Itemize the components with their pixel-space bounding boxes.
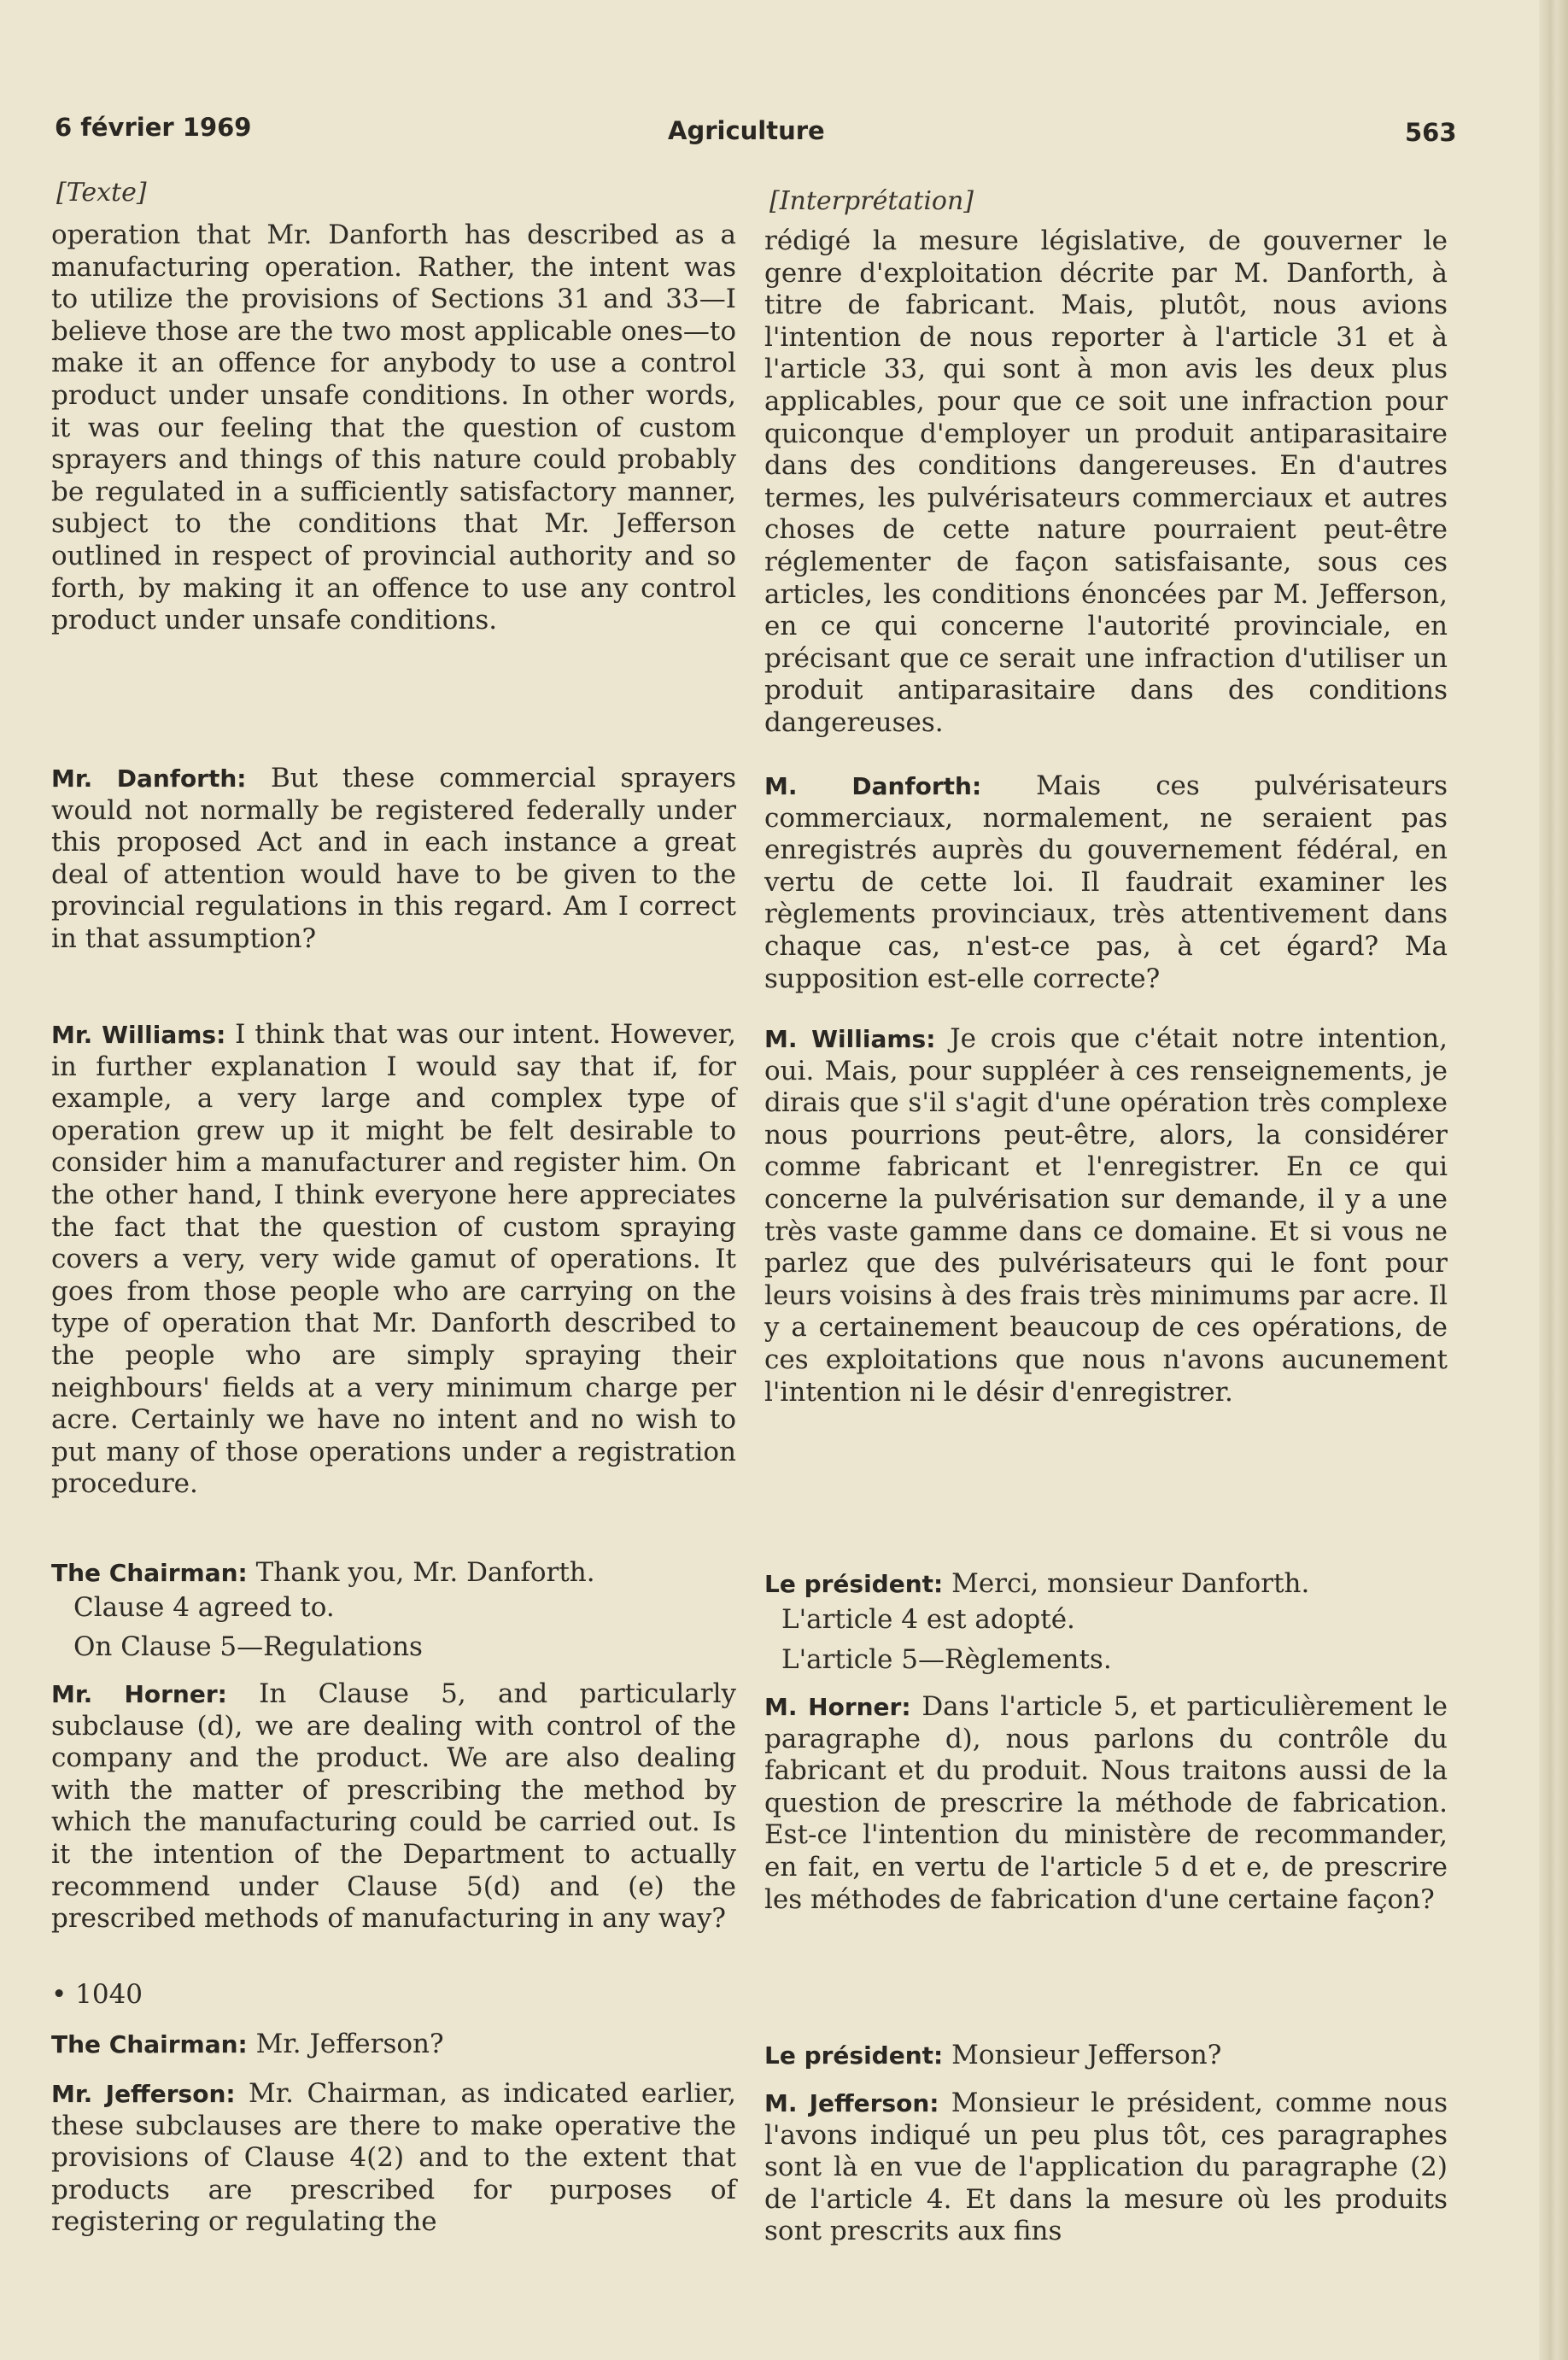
speech-text: Monsieur le président, comme nous l'avons indiqué un peu plus tôt, ces paragraphes sont là en vue de l'application du paragraphe (2) de l'article 4. Et dans la mesure où les produits sont prescrits aux fins <box>764 2088 1448 2247</box>
speech-text: Mr. Chairman, as indicated earlier, these subclauses are there to make operative the provisions of Clause 4(2) and to the extent that products are prescribed for purposes of registering or regulating the <box>51 2078 736 2238</box>
speech <box>51 1019 736 1501</box>
speaker-name: The Chairman: <box>51 1559 248 1587</box>
speech <box>51 1678 736 1935</box>
column-label: [Interprétation] <box>769 186 974 216</box>
speaker-name: Le président: <box>764 2041 944 2070</box>
speaker-name: M. Jefferson: <box>764 2089 939 2117</box>
speech <box>764 2040 1448 2072</box>
speaker-name: Mr. Danforth: <box>51 764 247 793</box>
speech <box>51 763 736 956</box>
speaker-name: M. Danforth: <box>764 772 982 800</box>
clause-agreed: Clause 4 agreed to. <box>73 1592 335 1623</box>
running-header <box>0 113 1568 147</box>
paragraph: operation that Mr. Danforth has described as a manufacturing operation. Rather, the intent was to utilize the provisions of Sections 31 and 33—I believe those are the two most applicable ones—to make it an offence for anybody to use a control product under unsafe conditions. In other words, it was our feeling that the question of custom sprayers and things of this nature could probably be regulated in a sufficiently satisfactory manner, subject to the conditions that Mr. Jefferson outlined in respect of provincial authority and so forth, by making it an offence to use any control product under unsafe conditions. <box>51 220 736 636</box>
speech-text: Monsieur Jefferson? <box>951 2040 1222 2070</box>
speaker-name: The Chairman: <box>51 2030 248 2058</box>
speech <box>764 1568 1448 1601</box>
speech-text: Dans l'article 5, et particulièrement le paragraphe d), nous parlons du contrôle du fabricant et du produit. Nous traitons aussi de la question de prescrire la méthode de fabrication. Est-ce l'intention du ministère de recommander, en fait, en vertu de l'article 5 d et e, de prescrire les méthodes de fabrication d'une certaine façon? <box>764 1691 1448 1915</box>
speech-text: Mr. Jefferson? <box>255 2029 444 2059</box>
speech-text: I think that was our intent. However, in further explanation I would say that if, for example, a very large and complex type of operation grew up it might be felt desirable to consider him a manufacturer and register him. On the other hand, I think everyone here appreciates the fact that the question of custom spraying covers a very, very wide gamut of operations. It goes from those people who are carrying on the type of operation that Mr. Danforth described to the people who are simply spraying their neighbours' fields at a very minimum charge per acre. Certainly we have no intent and no wish to put many of those operations under a registration procedure. <box>51 1019 736 1500</box>
speech <box>764 2088 1448 2248</box>
paragraph: rédigé la mesure législative, de gouverner le genre d'exploitation décrite par M. Danforth, à titre de fabricant. Mais, plutôt, nous avions l'intention de nous reporter à l'article 31 et à l'article 33, qui sont à mon avis les deux plus applicables, pour que ce soit une infraction pour quiconque d'employer un produit antiparasitaire dans des conditions dangereuses. En d'autres termes, les pulvérisateurs commerciaux et autres choses de cette nature pourraient peut-être réglementer de façon satisfaisante, sous ces articles, les conditions énoncées par M. Jefferson, en ce qui concerne l'autorité provinciale, en précisant que ce serait une infraction d'utiliser un produit antiparasitaire dans des conditions dangereuses. <box>764 225 1448 738</box>
speech <box>764 770 1448 995</box>
page-edge <box>1539 0 1568 2360</box>
speech <box>764 1023 1448 1408</box>
speech-text: But these commercial sprayers would not normally be registered federally under this proposed Act and in each instance a great deal of attention would have to be given to the provincial regulations in this regard. Am I correct in that assumption? <box>51 763 736 954</box>
clause-heading: On Clause 5—Regulations <box>73 1631 423 1662</box>
header-title: Agriculture <box>668 116 825 145</box>
speech-text: Merci, monsieur Danforth. <box>951 1568 1310 1599</box>
speaker-name: Le président: <box>764 1570 944 1598</box>
speaker-name: Mr. Horner: <box>51 1680 227 1708</box>
speaker-name: Mr. Jefferson: <box>51 2080 236 2108</box>
speaker-name: M. Williams: <box>764 1025 936 1053</box>
clause-agreed: L'article 4 est adopté. <box>781 1604 1075 1635</box>
speech-text: Je crois que c'était notre intention, oui. Mais, pour suppléer à ces renseignements, je dirais que s'il s'agit d'une opération très complexe nous pourrions peut-être, alors, la considérer comme fabricant et l'enregistrer. En ce qui concerne la pulvérisation sur demande, il y a une très vaste gamme dans ce domaine. Et si vous ne parlez que des pulvérisateurs qui le font pour leurs voisins à des frais très minimums par acre. Il y a certainement beaucoup de ces opérations, de ces exploitations que nous n'avons aucunement l'intention ni le désir d'enregistrer. <box>764 1023 1448 1408</box>
clause-heading: L'article 5—Règlements. <box>781 1644 1112 1675</box>
speech-text: In Clause 5, and particularly subclause (d), we are dealing with control of the company and the product. We are also dealing with the matter of prescribing the method by which the manufacturing could be carried out. Is it the intention of the Department to actually recommend under Clause 5(d) and (e) the prescribed methods of manufacturing in any way? <box>51 1678 736 1935</box>
speaker-name: M. Horner: <box>764 1693 911 1721</box>
speech <box>51 2078 736 2239</box>
page-number: 563 <box>1405 118 1457 147</box>
speaker-name: Mr. Williams: <box>51 1021 226 1049</box>
speech <box>51 2029 736 2061</box>
speech-text: Thank you, Mr. Danforth. <box>255 1557 595 1588</box>
time-marker: • 1040 <box>51 1979 143 2010</box>
header-date: 6 février 1969 <box>55 113 252 142</box>
speech <box>51 1557 736 1590</box>
column-label: [Texte] <box>56 178 147 208</box>
speech <box>764 1691 1448 1916</box>
speech-text: Mais ces pulvérisateurs commerciaux, normalement, ne seraient pas enregistrés auprès du gouvernement fédéral, en vertu de cette loi. Il faudrait examiner les règlements provinciaux, très attentivement dans chaque cas, n'est-ce pas, à cet égard? Ma supposition est-elle correcte? <box>764 770 1448 994</box>
